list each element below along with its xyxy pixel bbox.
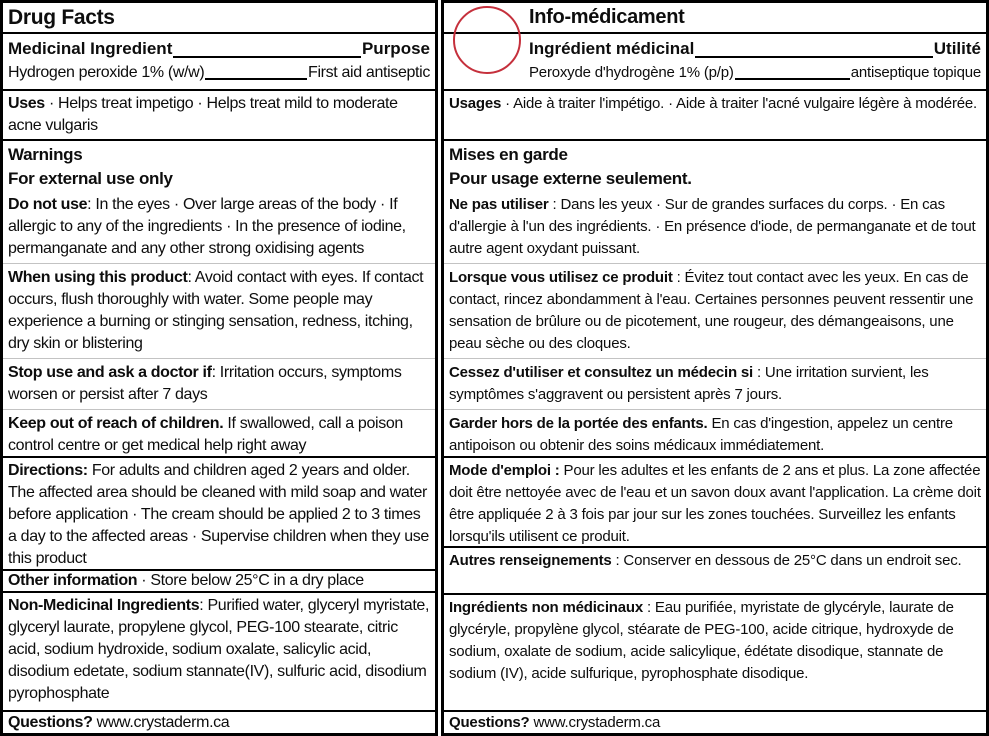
external-use-heading: Pour usage externe seulement. — [449, 169, 692, 188]
questions-url: www.crystaderm.ca — [529, 713, 661, 731]
uses-text: · Helps treat impetigo · Helps treat mild to moderate acne vulgaris — [8, 95, 398, 134]
ingredient-name: Peroxyde d'hydrogène 1% (p/p) — [529, 64, 734, 81]
english-panel — [0, 0, 438, 736]
directions-lead: Mode d'emploi : — [449, 462, 560, 479]
do-not-use-paragraph — [449, 194, 981, 260]
section-directions-en — [3, 456, 435, 569]
hairline-divider — [444, 409, 986, 410]
when-using-lead: Lorsque vous utilisez ce produit — [449, 269, 673, 286]
hairline-divider — [3, 263, 435, 264]
when-using-lead: When using this product — [8, 269, 188, 286]
when-using-paragraph — [449, 267, 981, 355]
do-not-use-text: : In the eyes · Over large areas of the body · If allergic to any of the ingredients · In the presence of iodine, permanganate and any other strong oxidising agents — [8, 196, 406, 257]
uses-text: · Aide à traiter l'impétigo. · Aide à traiter l'acné vulgaire légère à modérée. — [501, 95, 977, 112]
underline-blank — [735, 78, 850, 80]
hairline-divider — [444, 263, 986, 264]
stop-use-lead: Stop use and ask a doctor if — [8, 364, 212, 381]
keep-out-paragraph — [8, 413, 430, 456]
keep-out-paragraph — [449, 413, 981, 456]
section-directions-fr — [444, 456, 986, 546]
ingredient-header-row — [529, 36, 981, 62]
non-medicinal-text: : Purified water, glyceryl myristate, glyceryl laurate, propylene glycol, PEG-100 stearate, citric acid, sodium hydroxide, sodium oxalate, salicylic acid, disodium edetate, sodium stannate(IV), sulfuric acid, disodium pyrophosphate — [8, 597, 430, 702]
section-other-info-en — [3, 569, 435, 591]
underline-blank — [205, 78, 307, 80]
stop-use-text: : Une irritation survient, les symptômes s'aggravent ou persistent après 7 jours. — [449, 364, 929, 403]
stop-use-paragraph — [8, 362, 430, 406]
questions-url: www.crystaderm.ca — [92, 713, 230, 731]
keep-out-text: En cas d'ingestion, appelez un centre antipoison ou obtenir des soins médicaux immédiatement. — [449, 415, 953, 454]
hairline-divider — [3, 358, 435, 359]
do-not-use-text: : Dans les yeux · Sur de grandes surfaces du corps. · En cas d'allergie à l'un des ingrédients. · En présence d'iode, de permanganate et de tout autre agent oxydant puissant. — [449, 196, 976, 257]
hairline-divider — [3, 409, 435, 410]
keep-out-lead: Garder hors de la portée des enfants. — [449, 415, 708, 432]
section-warnings-fr — [444, 139, 986, 456]
uses-lead: Usages — [449, 95, 502, 112]
other-info-text: · Store below 25°C in a dry place — [137, 572, 364, 589]
panel-title-en — [3, 3, 435, 32]
non-medicinal-text: : Eau purifiée, myristate de glycéryle, laurate de glycéryle, propylène glycol, stéarate de PEG-100, acide citrique, hydroxyde de sodium, oxalate de sodium, acide salicylique, édétate disodique, stannate de sodium (IV), acide sulfurique, pyrophosphate disodique. — [449, 599, 954, 682]
section-non-medicinal-en — [3, 591, 435, 710]
ingredient-purpose: First aid antiseptic — [308, 64, 430, 81]
section-questions-en — [3, 710, 435, 733]
directions-text: For adults and children aged 2 years and older. The affected area should be cleaned with mild soap and water before application · The cream should be applied 2 to 3 times a day to the affected areas · Supervise children when they use this product — [8, 462, 429, 567]
drug-facts-title: Drug Facts — [8, 6, 115, 29]
ingredient-value-row — [8, 62, 430, 84]
non-medicinal-lead: Ingrédients non médicinaux — [449, 599, 643, 616]
other-info-lead: Autres renseignements — [449, 552, 612, 569]
other-info-lead: Other information — [8, 572, 138, 589]
other-info-text: : Conserver en dessous de 25°C dans un endroit sec. — [611, 552, 962, 569]
ingredient-name: Hydrogen peroxide 1% (w/w) — [8, 64, 205, 81]
section-questions-fr — [444, 710, 986, 733]
keep-out-lead: Keep out of reach of children. — [8, 415, 224, 432]
french-panel — [441, 0, 989, 736]
panel-title-fr — [444, 3, 986, 32]
ingredient-purpose: antiseptique topique — [850, 64, 981, 81]
stop-use-lead: Cessez d'utiliser et consultez un médecin si — [449, 364, 754, 381]
section-uses-fr — [444, 89, 986, 139]
hairline-divider — [444, 358, 986, 359]
ingredient-value-row — [529, 62, 981, 84]
keep-out-text: If swallowed, call a poison control centre or get medical help right away — [8, 415, 403, 454]
underline-blank — [695, 56, 932, 58]
section-non-medicinal-fr — [444, 593, 986, 710]
warnings-heading: Mises en garde — [449, 145, 568, 164]
when-using-paragraph — [8, 267, 430, 355]
section-medicinal-ingredient-fr — [444, 32, 986, 89]
stop-use-paragraph — [449, 362, 981, 406]
when-using-text: : Évitez tout contact avec les yeux. En cas de contact, rincez abondamment à l'eau. Certaines personnes peuvent ressentir une sensation de brûlure ou de picotement, une rougeur, des démangeaisons, une peau sèche ou des cloques. — [449, 269, 974, 352]
non-medicinal-lead: Non-Medicinal Ingredients — [8, 597, 200, 614]
section-uses-en — [3, 89, 435, 139]
section-other-info-fr — [444, 546, 986, 593]
do-not-use-lead: Ne pas utiliser — [449, 196, 549, 213]
info-medicament-title: Info-médicament — [529, 6, 685, 28]
section-warnings-en — [3, 139, 435, 456]
uses-lead: Uses — [8, 95, 45, 112]
questions-lead: Questions? — [8, 713, 93, 731]
ingredient-header-value: Utilité — [933, 39, 981, 58]
directions-lead: Directions: — [8, 462, 88, 479]
ingredient-header-row — [8, 36, 430, 62]
do-not-use-lead: Do not use — [8, 196, 88, 213]
stop-use-text: : Irritation occurs, symptoms worsen or persist after 7 days — [8, 364, 402, 403]
external-use-heading: For external use only — [8, 169, 173, 188]
questions-lead: Questions? — [449, 713, 530, 731]
warnings-heading: Warnings — [8, 145, 83, 164]
do-not-use-paragraph — [8, 194, 430, 260]
directions-text: Pour les adultes et les enfants de 2 ans et plus. La zone affectée doit être nettoyée avec de l'eau et un savon doux avant l'application. La crème doit être appliquée 2 à 3 fois par jour sur les zones touchées. Surveillez les enfants lorsqu'ils utilisent ce produit. — [449, 462, 981, 545]
underline-blank — [173, 56, 361, 58]
ingredient-header-value: Purpose — [361, 39, 430, 58]
when-using-text: : Avoid contact with eyes. If contact occurs, flush thoroughly with water. Some people may experience a burning or stinging sensation, redness, itching, dry skin or blistering — [8, 269, 424, 352]
section-medicinal-ingredient-en — [3, 32, 435, 89]
ingredient-header-label: Medicinal Ingredient — [8, 39, 173, 58]
ingredient-header-label: Ingrédient médicinal — [529, 39, 695, 58]
